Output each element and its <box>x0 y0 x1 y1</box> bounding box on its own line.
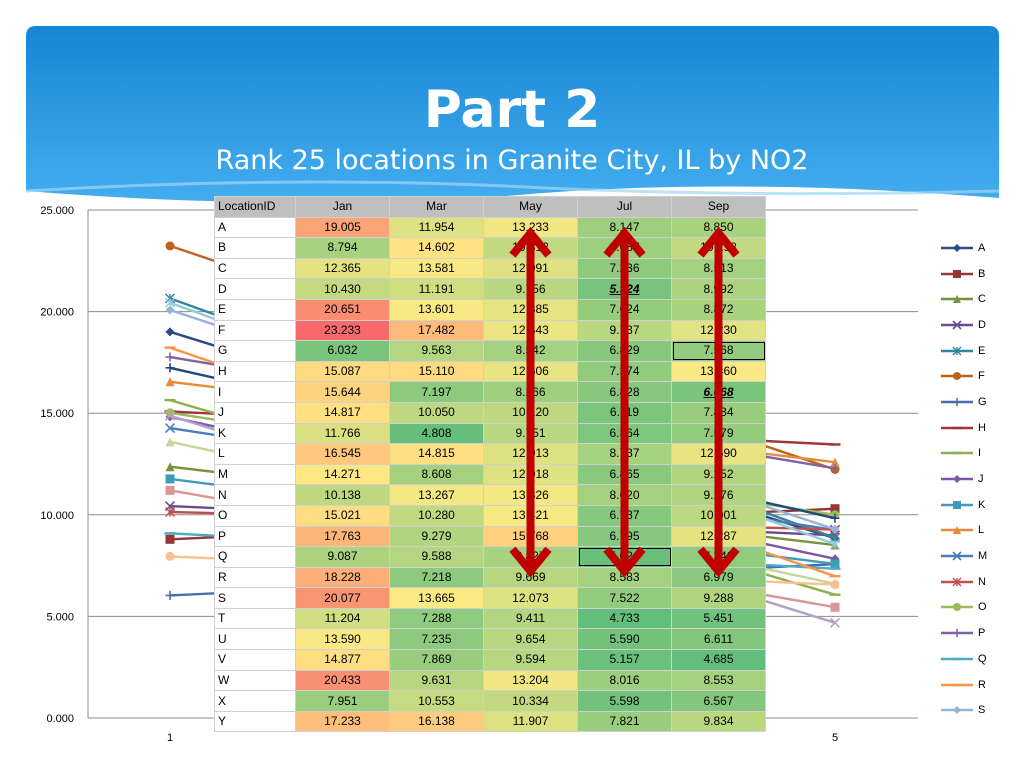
value-cell: 18.228 <box>296 567 390 588</box>
legend-swatch <box>940 704 974 716</box>
value-cell: 9.756 <box>484 279 578 300</box>
table-row <box>215 608 766 629</box>
value-cell: 14.815 <box>390 444 484 465</box>
y-tick-label: 10.000 <box>40 509 74 522</box>
value-cell: 8.737 <box>578 444 672 465</box>
value-cell: 6.119 <box>578 402 672 423</box>
table-row <box>215 526 766 547</box>
table-header-row <box>215 197 766 218</box>
legend-swatch <box>940 499 974 511</box>
table-row <box>215 217 766 238</box>
value-cell: 13.421 <box>484 505 578 526</box>
legend-swatch <box>940 293 974 305</box>
value-cell: 9.279 <box>390 526 484 547</box>
table-row <box>215 444 766 465</box>
value-cell: 14.602 <box>390 238 484 259</box>
value-cell: 14.817 <box>296 402 390 423</box>
value-cell: 13.601 <box>390 299 484 320</box>
value-cell: 6.068 <box>672 382 766 403</box>
x-tick-label: 1 <box>166 732 174 744</box>
value-cell: 8.794 <box>296 238 390 259</box>
value-cell: 6.737 <box>578 505 672 526</box>
legend-label: C <box>978 293 986 306</box>
value-cell: 8.087 <box>578 238 672 259</box>
value-cell: 7.374 <box>578 361 672 382</box>
value-cell: 13.460 <box>672 361 766 382</box>
value-cell: 14.271 <box>296 464 390 485</box>
legend-label: A <box>978 241 986 254</box>
data-point <box>166 474 175 483</box>
location-id-cell: G <box>215 341 296 362</box>
location-id-cell: J <box>215 402 296 423</box>
value-cell: 9.631 <box>390 670 484 691</box>
legend-swatch <box>940 370 974 382</box>
value-cell: 8.992 <box>672 279 766 300</box>
value-cell: 15.768 <box>484 526 578 547</box>
value-cell: 12.590 <box>672 444 766 465</box>
value-cell: 14.877 <box>296 650 390 671</box>
data-point <box>166 591 175 600</box>
value-cell: 6.795 <box>578 526 672 547</box>
value-cell: 10.120 <box>484 402 578 423</box>
data-point <box>166 486 175 495</box>
table-row <box>215 361 766 382</box>
value-cell: 9.588 <box>390 547 484 568</box>
value-cell: 5.590 <box>578 629 672 650</box>
location-id-cell: Q <box>215 547 296 568</box>
value-cell: 4.808 <box>390 423 484 444</box>
value-cell: 6.032 <box>296 341 390 362</box>
legend-swatch <box>940 268 974 280</box>
value-cell: 7.349 <box>672 547 766 568</box>
location-id-cell: W <box>215 670 296 691</box>
value-cell: 7.522 <box>578 588 672 609</box>
location-id-cell: B <box>215 238 296 259</box>
table-row <box>215 299 766 320</box>
value-cell: 8.513 <box>672 258 766 279</box>
legend-label: S <box>978 704 986 717</box>
legend-item-q <box>940 646 1020 672</box>
value-cell: 13.233 <box>484 217 578 238</box>
value-cell: 9.252 <box>672 464 766 485</box>
value-cell: 6.567 <box>672 691 766 712</box>
location-id-cell: K <box>215 423 296 444</box>
location-id-cell: A <box>215 217 296 238</box>
data-point <box>166 552 175 561</box>
legend-swatch <box>940 447 974 459</box>
table-row <box>215 464 766 485</box>
value-cell: 12.365 <box>296 258 390 279</box>
table-row <box>215 279 766 300</box>
legend-item-f <box>940 363 1020 389</box>
legend-swatch <box>940 396 974 408</box>
data-point <box>166 363 175 372</box>
legend-label: D <box>978 318 986 331</box>
location-id-cell: O <box>215 505 296 526</box>
value-cell: 11.191 <box>390 279 484 300</box>
location-id-cell: S <box>215 588 296 609</box>
table-row <box>215 505 766 526</box>
value-cell: 4.733 <box>578 608 672 629</box>
data-point <box>166 327 175 336</box>
legend-label: B <box>978 267 986 280</box>
value-cell: 15.087 <box>296 361 390 382</box>
value-cell: 5.598 <box>578 691 672 712</box>
data-point <box>831 603 840 612</box>
legend-item-j <box>940 466 1020 492</box>
location-id-cell: E <box>215 299 296 320</box>
value-cell: 13.267 <box>390 485 484 506</box>
legend-swatch <box>940 524 974 536</box>
value-cell: 7.834 <box>672 402 766 423</box>
value-cell: 17.233 <box>296 711 390 732</box>
value-cell: 7.579 <box>672 423 766 444</box>
value-cell: 12.643 <box>484 320 578 341</box>
legend-item-r <box>940 672 1020 698</box>
value-cell: 12.606 <box>484 361 578 382</box>
header-jan: Jan <box>296 197 390 218</box>
value-cell: 7.218 <box>390 567 484 588</box>
legend-swatch <box>940 627 974 639</box>
value-cell: 7.288 <box>390 608 484 629</box>
legend-swatch <box>940 601 974 613</box>
table-row <box>215 238 766 259</box>
y-tick-label: 5.000 <box>46 611 74 624</box>
legend-swatch <box>940 422 974 434</box>
legend-label: F <box>978 370 985 383</box>
y-tick-label: 15.000 <box>40 408 74 421</box>
table-row <box>215 650 766 671</box>
legend-item-b <box>940 261 1020 287</box>
table-row <box>215 547 766 568</box>
value-cell: 5.157 <box>578 650 672 671</box>
location-id-cell: R <box>215 567 296 588</box>
value-cell: 9.594 <box>484 650 578 671</box>
value-cell: 8.827 <box>484 547 578 568</box>
legend-swatch <box>940 345 974 357</box>
legend-item-s <box>940 697 1020 723</box>
value-cell: 8.608 <box>390 464 484 485</box>
table-row <box>215 382 766 403</box>
value-cell: 6.979 <box>672 567 766 588</box>
legend-item-l <box>940 518 1020 544</box>
value-cell: 12.073 <box>484 588 578 609</box>
value-cell: 11.954 <box>390 217 484 238</box>
legend-label: H <box>978 421 986 434</box>
table-row <box>215 341 766 362</box>
slide-subtitle: Rank 25 locations in Granite City, IL by NO2 <box>215 145 809 176</box>
location-id-cell: T <box>215 608 296 629</box>
value-cell: 12.287 <box>672 526 766 547</box>
legend-item-c <box>940 286 1020 312</box>
value-cell: 16.138 <box>390 711 484 732</box>
value-cell: 6.611 <box>672 629 766 650</box>
header-sep: Sep <box>672 197 766 218</box>
table-row <box>215 588 766 609</box>
legend-item-e <box>940 338 1020 364</box>
value-cell: 9.411 <box>484 608 578 629</box>
table-row <box>215 402 766 423</box>
value-cell: 6.865 <box>578 464 672 485</box>
data-point <box>831 580 840 589</box>
value-cell: 7.951 <box>296 691 390 712</box>
location-id-cell: P <box>215 526 296 547</box>
value-cell: 20.651 <box>296 299 390 320</box>
value-cell: 5.451 <box>672 608 766 629</box>
location-id-cell: M <box>215 464 296 485</box>
legend-swatch <box>940 473 974 485</box>
location-id-cell: U <box>215 629 296 650</box>
legend-label: J <box>978 473 984 486</box>
location-id-cell: V <box>215 650 296 671</box>
value-cell: 17.482 <box>390 320 484 341</box>
legend-swatch <box>940 319 974 331</box>
value-cell: 4.685 <box>672 650 766 671</box>
value-cell: 11.204 <box>296 608 390 629</box>
location-id-cell: N <box>215 485 296 506</box>
y-tick-label: 0.000 <box>46 713 74 725</box>
value-cell: 10.553 <box>390 691 484 712</box>
table-row <box>215 691 766 712</box>
value-cell: 12.018 <box>484 464 578 485</box>
table-row <box>215 629 766 650</box>
value-cell: 9.563 <box>390 341 484 362</box>
legend-label: N <box>978 575 986 588</box>
value-cell: 8.542 <box>484 341 578 362</box>
value-cell: 12.385 <box>484 299 578 320</box>
legend-item-a <box>940 235 1020 261</box>
value-cell: 5.924 <box>578 279 672 300</box>
location-id-cell: L <box>215 444 296 465</box>
value-cell: 11.907 <box>484 711 578 732</box>
value-cell: 12.091 <box>484 258 578 279</box>
value-cell: 9.751 <box>484 423 578 444</box>
value-cell: 10.001 <box>672 505 766 526</box>
value-cell: 20.077 <box>296 588 390 609</box>
value-cell: 12.013 <box>484 444 578 465</box>
value-cell: 6.829 <box>578 341 672 362</box>
legend-item-d <box>940 312 1020 338</box>
value-cell: 7.197 <box>390 382 484 403</box>
location-id-cell: H <box>215 361 296 382</box>
legend-label: I <box>978 447 982 460</box>
value-cell: 10.312 <box>484 238 578 259</box>
header-mar: Mar <box>390 197 484 218</box>
value-cell: 10.138 <box>296 485 390 506</box>
table-row <box>215 670 766 691</box>
location-id-cell: F <box>215 320 296 341</box>
value-cell: 7.821 <box>578 711 672 732</box>
value-cell: 8.016 <box>578 670 672 691</box>
legend-item-i <box>940 441 1020 467</box>
value-cell: 16.545 <box>296 444 390 465</box>
location-id-cell: Y <box>215 711 296 732</box>
value-cell: 13.204 <box>484 670 578 691</box>
legend-swatch <box>940 550 974 562</box>
value-cell: 8.553 <box>672 670 766 691</box>
x-tick-label: 5 <box>831 732 839 744</box>
slide-title: Part 2 <box>423 80 601 140</box>
value-cell: 6.364 <box>578 423 672 444</box>
value-cell: 17.763 <box>296 526 390 547</box>
value-cell: 10.050 <box>390 402 484 423</box>
data-point <box>166 241 175 250</box>
value-cell: 7.869 <box>390 650 484 671</box>
value-cell: 9.737 <box>578 320 672 341</box>
value-cell: 12.230 <box>672 320 766 341</box>
value-cell: 20.433 <box>296 670 390 691</box>
legend-label: M <box>978 550 988 563</box>
legend-label: K <box>978 498 986 511</box>
legend-item-p <box>940 620 1020 646</box>
legend-label: P <box>978 627 986 640</box>
value-cell: 9.669 <box>484 567 578 588</box>
data-point <box>166 353 175 362</box>
table-row <box>215 423 766 444</box>
legend-item-n <box>940 569 1020 595</box>
header-jul: Jul <box>578 197 672 218</box>
value-cell: 19.005 <box>296 217 390 238</box>
value-cell: 7.568 <box>672 341 766 362</box>
value-cell: 8.620 <box>578 485 672 506</box>
legend-swatch <box>940 576 974 588</box>
legend-label: G <box>978 395 987 408</box>
value-cell: 9.276 <box>672 485 766 506</box>
header-locationid: LocationID <box>215 197 296 218</box>
legend-label: E <box>978 344 986 357</box>
value-cell: 9.834 <box>672 711 766 732</box>
table-row <box>215 567 766 588</box>
location-id-cell: D <box>215 279 296 300</box>
value-cell: 9.288 <box>672 588 766 609</box>
table-row <box>215 320 766 341</box>
value-cell: 10.280 <box>390 505 484 526</box>
value-cell: 10.298 <box>672 238 766 259</box>
value-cell: 13.581 <box>390 258 484 279</box>
chart-legend <box>940 235 1020 723</box>
location-id-cell: I <box>215 382 296 403</box>
legend-item-g <box>940 389 1020 415</box>
value-cell: 9.654 <box>484 629 578 650</box>
value-cell: 13.665 <box>390 588 484 609</box>
value-cell: 8.850 <box>672 217 766 238</box>
value-cell: 8.266 <box>484 382 578 403</box>
legend-item-k <box>940 492 1020 518</box>
table-row <box>215 485 766 506</box>
value-cell: 11.766 <box>296 423 390 444</box>
value-cell: 10.430 <box>296 279 390 300</box>
value-cell: 10.334 <box>484 691 578 712</box>
value-cell: 7.236 <box>578 258 672 279</box>
value-cell: 9.087 <box>296 547 390 568</box>
legend-label: Q <box>978 652 987 665</box>
value-cell: 15.110 <box>390 361 484 382</box>
value-cell: 8.147 <box>578 217 672 238</box>
table-row <box>215 258 766 279</box>
y-tick-label: 20.000 <box>40 306 74 319</box>
legend-swatch <box>940 242 974 254</box>
no2-data-table <box>214 196 766 732</box>
value-cell: 8.583 <box>578 567 672 588</box>
legend-label: L <box>978 524 985 537</box>
value-cell: 8.872 <box>672 299 766 320</box>
header-may: May <box>484 197 578 218</box>
value-cell: 13.590 <box>296 629 390 650</box>
value-cell: 23.233 <box>296 320 390 341</box>
value-cell: 7.235 <box>390 629 484 650</box>
value-cell: 13.326 <box>484 485 578 506</box>
value-cell: 15.021 <box>296 505 390 526</box>
value-cell: 5.024 <box>578 547 672 568</box>
legend-label: O <box>978 601 987 614</box>
value-cell: 15.644 <box>296 382 390 403</box>
data-point <box>166 535 175 544</box>
legend-item-m <box>940 543 1020 569</box>
legend-swatch <box>940 653 974 665</box>
location-id-cell: X <box>215 691 296 712</box>
value-cell: 6.828 <box>578 382 672 403</box>
legend-label: R <box>978 678 986 691</box>
table-row <box>215 711 766 732</box>
legend-item-o <box>940 595 1020 621</box>
location-id-cell: C <box>215 258 296 279</box>
y-tick-label: 25.000 <box>40 205 74 217</box>
legend-item-h <box>940 415 1020 441</box>
legend-swatch <box>940 679 974 691</box>
value-cell: 7.624 <box>578 299 672 320</box>
data-point <box>831 559 840 568</box>
